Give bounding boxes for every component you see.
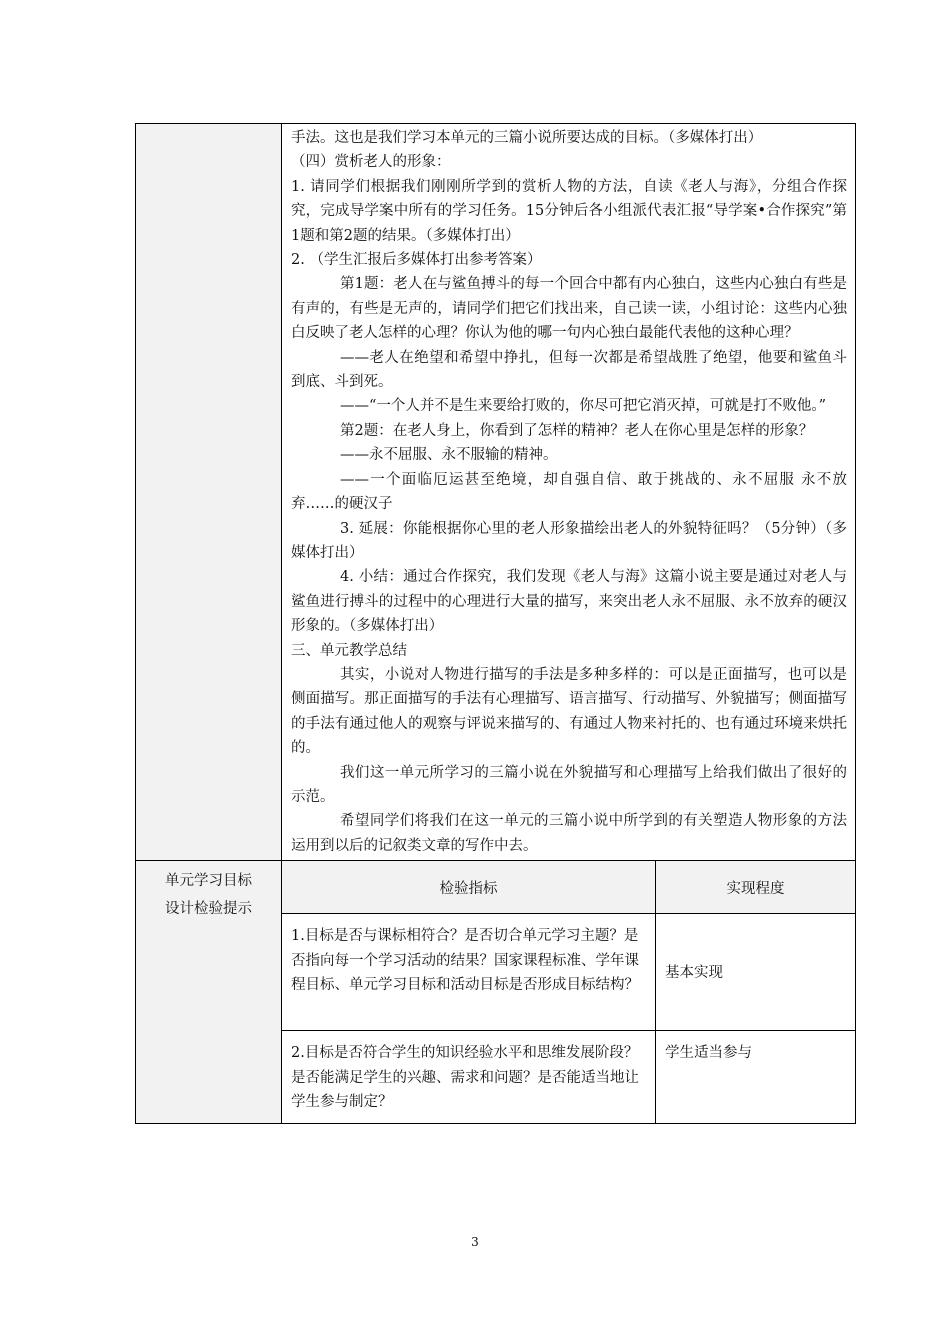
lesson-paragraph: 3. 延展：你能根据你心里的老人形象描绘出老人的外貌特征吗？（5分钟）（多媒体打出）: [291, 520, 847, 561]
lesson-paragraph: 1. 请同学们根据我们刚刚所学到的赏析人物的方法，自读《老人与海》，分组合作探究，完成导学案中所有的学习任务。15分钟后各小组派代表汇报“导学案•合作探究”第1题和第2题的结果。（多媒体打出）: [291, 178, 847, 244]
indicator-header: 检验指标: [282, 861, 656, 914]
lesson-paragraph: 4. 小结：通过合作探究，我们发现《老人与海》这篇小说主要是通过对老人与鲨鱼进行搏斗的过程中的心理进行大量的描写，来突出老人永不屈服、永不放弃的硬汉形象的。（多媒体打出）: [291, 569, 847, 635]
degree-cell: 学生适当参与: [656, 1031, 856, 1124]
lesson-paragraph: 三、单元教学总结: [291, 642, 407, 659]
page-number: 3: [471, 1235, 479, 1249]
lesson-paragraph: ——一个面临厄运甚至绝境，却自强自信、敢于挑战的、永不屈服 永不放弃……的硬汉子: [291, 471, 847, 513]
lesson-paragraph: 其实，小说对人物进行描写的手法是多种多样的：可以是正面描写，也可以是侧面描写。那正面描写的手法有心理描写、语言描写、行动描写、外貌描写；侧面描写的手法有通过他人的观察与评说来描写的、有通过人物来衬托的、也有通过环境来烘托的。: [291, 666, 847, 757]
lesson-paragraph: ——永不屈服、永不服输的精神。: [340, 447, 558, 464]
eval-header-row: [136, 861, 856, 914]
eval-label-line2: 设计检验提示: [165, 901, 252, 918]
lesson-paragraph: 第1题：老人在与鲨鱼搏斗的每一个回合中都有内心独白，这些内心独白有些是有声的，有些是无声的，请同学们把它们找出来，自己读一读，小组讨论：这些内心独白反映了老人怎样的心理？你认为他的哪一句内心独白最能代表他的这种心理？: [291, 276, 847, 342]
lesson-paragraphs: [291, 126, 847, 858]
lesson-plan-table: [135, 123, 856, 1124]
lesson-paragraph: 手法。这也是我们学习本单元的三篇小说所要达成的目标。（多媒体打出）: [291, 130, 763, 146]
lesson-paragraph: 2. （学生汇报后多媒体打出参考答案）: [291, 252, 542, 269]
lesson-paragraph: 希望同学们将我们在这一单元的三篇小说中所学到的有关塑造人物形象的方法运用到以后的记叙类文章的写作中去。: [291, 813, 847, 854]
eval-label: [136, 861, 281, 923]
lesson-paragraph: 第2题：在老人身上，你看到了怎样的精神？老人在你心里是怎样的形象？: [340, 422, 814, 439]
text-row: [136, 124, 856, 861]
lesson-paragraph: ——老人在绝望和希望中挣扎，但每一次都是希望战胜了绝望，他要和鲨鱼斗到底、斗到死。: [291, 349, 847, 391]
degree-cell: 基本实现: [656, 914, 856, 1031]
lesson-paragraph: （四）赏析老人的形象：: [291, 154, 451, 171]
lesson-paragraph: ——“一个人并不是生来要给打败的，你尽可把它消灭掉，可就是打不败他。”: [340, 398, 827, 415]
indicator-cell: 2.目标是否符合学生的知识经验水平和思维发展阶段？是否能满足学生的兴趣、需求和问题？是否能适当地让学生参与制定？: [282, 1031, 656, 1124]
eval-label-line1: 单元学习目标: [165, 873, 252, 890]
degree-header: 实现程度: [656, 861, 856, 914]
lesson-paragraph: 我们这一单元所学习的三篇小说在外貌描写和心理描写上给我们做出了很好的示范。: [291, 764, 847, 805]
indicator-cell: 1.目标是否与课标相符合？是否切合单元学习主题？是否指向每一个学习活动的结果？国家课程标准、学年课程目标、单元学习目标和活动目标是否形成目标结构？: [282, 914, 656, 1031]
eval-label-cell: [136, 861, 282, 1124]
left-label-cell: [136, 124, 282, 861]
lesson-content-cell: [282, 124, 856, 861]
